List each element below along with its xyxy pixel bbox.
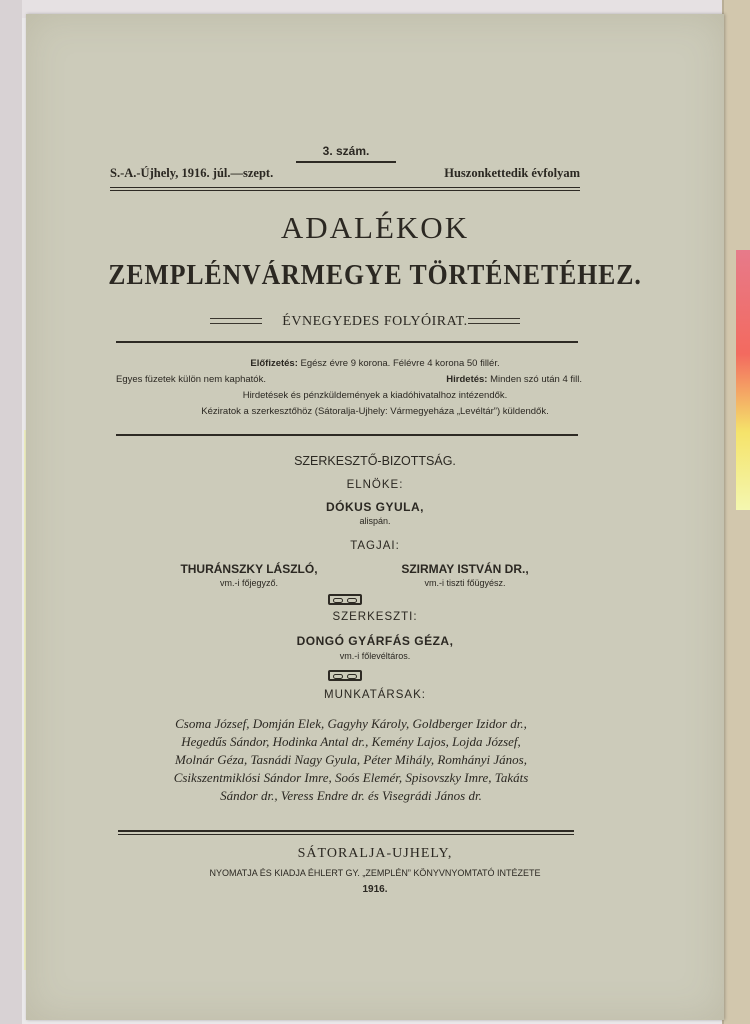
member1-name: THURÁNSZKY LÁSZLÓ, (180, 562, 318, 576)
editor-label: SZERKESZTI: (332, 611, 418, 623)
header-rule-thin-2 (110, 190, 580, 191)
advertising-label: Hirdetés: (446, 374, 488, 385)
members-label: TAGJAI: (350, 540, 400, 552)
journal-subtitle: ÉVNEGYEDES FOLYÓIRAT. (282, 314, 468, 329)
ornament-divider-1 (328, 594, 362, 605)
place-date: S.-A.-Újhely, 1916. júl.—szept. (110, 166, 274, 180)
subtitle-ornament-right (468, 318, 520, 324)
stacked-pages (724, 0, 750, 1024)
imprint-rule (118, 830, 574, 832)
committee-heading: SZERKESZTŐ-BIZOTTSÁG. (294, 454, 456, 468)
advertising-line (446, 374, 582, 385)
issue-number: 3. szám. (322, 144, 370, 158)
imprint-year: 1916. (362, 884, 388, 895)
ornament-divider-2 (328, 670, 362, 681)
contributors-line: Sándor dr., Veress Endre dr. és Visegrádi János dr. (220, 788, 482, 803)
contributors-line: Molnár Géza, Tasnádi Nagy Gyula, Péter Mihály, Romhányi János, (175, 752, 527, 767)
journal-title-line1: ADALÉKOK (280, 210, 470, 245)
contributors-line: Csoma József, Domján Elek, Gagyhy Károly, Goldberger Izidor dr., (175, 716, 527, 731)
imprint-printer: NYOMATJA ÉS KIADJA ÉHLERT GY. „ZEMPLÉN” KÖNYVNYOMTATÓ INTÉZETE (209, 868, 541, 878)
president-role: alispán. (359, 516, 391, 526)
member2-name: SZIRMAY ISTVÁN DR., (401, 562, 529, 576)
issue-underline (296, 161, 396, 163)
editor-name: DONGÓ GYÁRFÁS GÉZA, (296, 634, 454, 648)
journal-cover (26, 14, 724, 1020)
journal-title-line2: ZEMPLÉNVÁRMEGYE TÖRTÉNETÉHEZ. (108, 260, 642, 291)
member1-role: vm.-i főjegyző. (219, 578, 279, 588)
subscription-rule-top (116, 341, 578, 343)
subscription-text: Egész évre 9 korona. Félévre 4 korona 50 fillér. (300, 358, 500, 369)
imprint-city: SÁTORALJA-UJHELY, (297, 846, 453, 861)
president-name: DÓKUS GYULA, (325, 500, 424, 514)
subscription-label: Előfizetés: (250, 358, 298, 369)
subscription-line2-left: Egyes füzetek külön nem kaphatók. (116, 374, 266, 385)
colored-page-edges (736, 250, 750, 510)
background-left (0, 0, 22, 1024)
subscription-line1 (26, 358, 724, 369)
subscription-line4: Kéziratok a szerkesztőhöz (Sátoraljа-Ujhely: Vármegyeháza „Levéltár”) küldendők. (201, 406, 549, 417)
imprint-rule-thin (118, 834, 574, 835)
subscription-line3: Hirdetések és pénzküldemények a kiadóhivatalhoz intézendők. (242, 390, 508, 401)
member2-role: vm.-i tiszti főügyész. (424, 578, 506, 588)
subscription-rule-bottom (116, 434, 578, 436)
president-label: ELNÖKE: (346, 479, 404, 491)
advertising-text: Minden szó után 4 fill. (490, 374, 582, 385)
editor-role: vm.-i főlevéltáros. (339, 651, 411, 661)
contributors-line: Hegedűs Sándor, Hodinka Antal dr., Kemény Lajos, Lojda József, (181, 734, 521, 749)
contributors-line: Csikszentmiklósi Sándor Imre, Soós Elemér, Spisovszky Imre, Takáts (173, 770, 529, 785)
contributors-label: MUNKATÁRSAK: (324, 689, 426, 701)
volume: Huszonkettedik évfolyam (444, 166, 580, 180)
header-rule-thin (110, 187, 580, 188)
